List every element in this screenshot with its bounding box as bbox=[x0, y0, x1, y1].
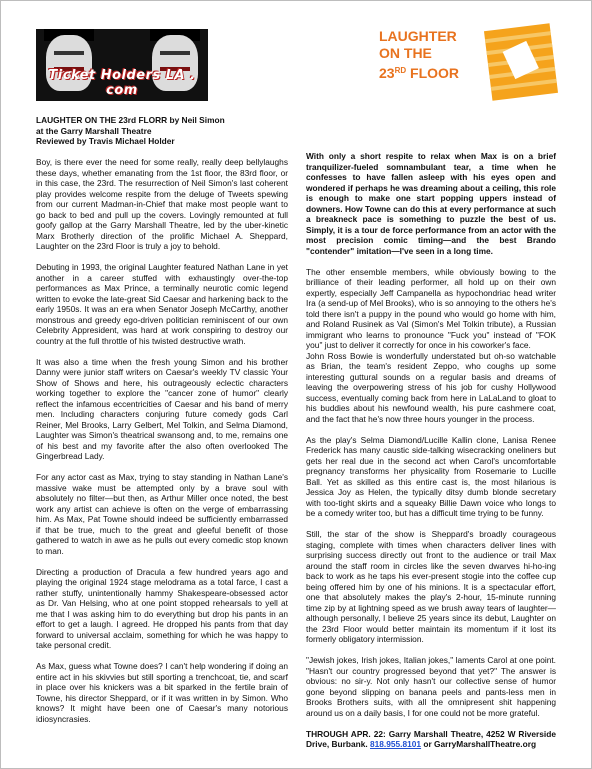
pullquote-paragraph: With only a short respite to relax when Max is on a brief tranquilizer-fueled somnambulant tear, a time when he confesses to have fallen asleep with his eyes open and wondered if perhaps he was dreaming about a ceiling, this role is enough to make one start popping uppers instead of downers. How Towne can do this at every performance at such a breakneck pace is something to puzzle the best of us. Simply, it is a tour de force performance from an actor with the most precision comic timing—and the best Brando "contender" imitation—I've seen in a long time. bbox=[306, 151, 556, 256]
ticketholders-logo[interactable] bbox=[36, 29, 208, 101]
phone-link[interactable]: 818.955.8101 bbox=[370, 739, 422, 749]
headline-floor: FLOOR bbox=[406, 65, 460, 81]
headline-line bbox=[379, 62, 489, 82]
headline-superscript: RD bbox=[394, 66, 407, 75]
show-info bbox=[306, 729, 556, 750]
right-column bbox=[306, 151, 556, 760]
paragraph: As Max, guess what Towne does? I can't help wondering if doing an entire act in his skivvies but still sporting a trenchcoat, tie, and scarf in place over his knickers was a bit sparked in the fertile brain of Towne, his director Sheppard, or if it was written in by Simon. Who knows? It might have been one of Caesar's many notorious idiosyncrasies. bbox=[36, 661, 288, 724]
paragraph: Boy, is there ever the need for some really, really deep bellylaughs these days, whether emanating from the 1st floor, the 83rd floor, or in this case, the 23rd. The resurrection of Neil Simon's last coherent play provides welcome respite from the deluge of Tweets spewing from our current Madman-in-Chief that make most people want to go back to bed and pull up the covers. Lovingly remounted at full goofy gallop at the Garry Marshall Theatre, led by the uber-kinetic Marx Brotherly direction of the prolific Michael A. Sheppard, Laughter on the 23rd Floor is truly a joy to behold. bbox=[36, 157, 288, 251]
paragraph: "Jewish jokes, Irish jokes, Italian jokes," laments Carol at one point. "Hasn't our country progressed beyond that yet?" The answer is obvious: no sir-y. Not only hasn't our collective sense of humor gone beyond slipping on banana peels and pants-less men in Brooks Brothers suits, with all the omnipresent shit happening around us on a daily basis, I for one could not be more grateful. bbox=[306, 655, 556, 718]
byline bbox=[36, 115, 288, 147]
paragraph: Debuting in 1993, the original Laughter featured Nathan Lane in yet another in a career stuffed with exhaustingly over-the-top performances as Max Prince, a terminally neurotic comic legend written to evoke the late-great Sid Caesar and harkening back to the early 1950s. It was an era when Senator Joseph McCarthy, another monstrous and greedy ego-driven politician reminiscent of our own Celebrity Appresident, was hard at work conspiring to destroy our country at the full throttle of his twisted destructive wrath. bbox=[36, 262, 288, 346]
website-text: or GarryMarshallTheatre.org bbox=[421, 739, 537, 749]
headline bbox=[379, 28, 489, 82]
byline-title: LAUGHTER ON THE 23rd FLORR by Neil Simon bbox=[36, 115, 225, 125]
paragraph: For any actor cast as Max, trying to stay standing in Nathan Lane's massive wake must be attempted only by a brave soul with absolutely no filter—but then, as Arthur Miller once noted, the best work any artist can achieve is often on the verge of embarrassing him. As Max, Pat Towne should indeed be sufficiently embarrassed if that be true, much to the great and gleeful benefit of those gathered to watch in awe as he pulls out every comedic stop known to man. bbox=[36, 472, 288, 556]
headline-number: 23 bbox=[379, 65, 395, 81]
byline-reviewer: Reviewed by Travis Michael Holder bbox=[36, 136, 175, 146]
paragraph: Still, the star of the show is Sheppard's broadly courageous staging, complete with times when characters deliver lines with surprising success directly out front to the audience or trail Max around the staff room in circles like the seven dwarves hi-ho-ing back to work as he taps his ever-present stogie into the coffee cup being offered him by one of his minions. It is a spectacular effort, one that absolutely makes the play's 2-hour, 15-minute running time zip by at lightning speed as we brush away tears of laughter—although personally, I believe 25 years since its debut, Laughter on the 23rd Floor would better maintain its momentum if it lost its formerly obligatory intermission. bbox=[306, 529, 556, 644]
headline-line: LAUGHTER bbox=[379, 28, 457, 44]
headline-line: ON THE bbox=[379, 45, 432, 61]
poster-image bbox=[484, 23, 558, 101]
show-info-text: THROUGH APR. 22: Garry Marshall Theatre, 4252 W Riverside Drive, Burbank. bbox=[306, 728, 556, 749]
byline-venue: at the Garry Marshall Theatre bbox=[36, 125, 152, 136]
logo-text: Ticket Holders LA . com bbox=[48, 68, 196, 98]
paragraph: It was also a time when the fresh young Simon and his brother Danny were junior staff writers on Caesar's weekly TV classic Your Show of Shows and here, his outrageously eclectic characters working together to explore the "cancer zone of humor" clearly reflect the infamous eccentricities of Caesar and his band of merry men. Including characters conjuring future comedy gods Carl Reiner, Mel Brooks, Larry Gelbert, Mel Tolkin, and Selma Diamond, Laughter was Simon's theatrical swansong and, to me, remains one of his best and my favorite after the also often overlooked The Gingerbread Lady. bbox=[36, 356, 288, 461]
paragraph: The other ensemble members, while obviously bowing to the brilliance of their leading performer, all hold up on their own expertly, especially Jeff Campanella as hypochondriac head writer Ira (a send-up of Mel Brooks), who is so annoying to the others he's told there isn't a puppy in the pound who would go home with him, and Roland Rusinek as Val (Simon's Mel Tolkin tribute), a Russian immigrant who learns to pronounce "Fuck you" instead of "FOK you" just to deliver it correctly for once in his coworker's face. John Ross Bowie is wonderfully understated but oh-so watchable as Brian, the team's resident Zeppo, who coughs up some interesting guttural sounds on a regular basis and dreams of leaving the overpowering stress of his job for cushy Hollywood success, eventually coming back from here in LaLaLand to gloat to his buddies about his newfound wealth, his pure cashmere coat, and the fact that he's now three hours younger in the process. bbox=[306, 266, 556, 424]
left-column bbox=[36, 115, 288, 735]
paragraph: As the play's Selma Diamond/Lucille Kallin clone, Lanisa Renee Frederick has many caustic side-talking wisecracking oneliners but gets her real due in the second act when Carol's uncomfortable pregnancy transforms her physicality from Rosemarie to Lucille Ball. Yet as skilled as this entire cast is, the most hilarious is Jessica Joy as Helen, the typically ditsy dumb blonde secretary with too-tight skirts and a squeaky Billie Dawn voice who longs to be a comedy writer too, but has a difficult time trying to be funny. bbox=[306, 434, 556, 518]
paragraph: Directing a production of Dracula a few hundred years ago and playing the original 1924 stage melodrama as a total farce, I cast a rather stuffy, unintentionally hammy Shakespeare-obsessed actor as Dr. Van Helsing, who at one point stopped rehearsals to yell at me that I was asking him to do everything but drop his pants in an effort to get a laugh. I agreed. He dropped his pants from that day forward to universal acclaim, something for which he was happy to take personal credit. bbox=[36, 566, 288, 650]
